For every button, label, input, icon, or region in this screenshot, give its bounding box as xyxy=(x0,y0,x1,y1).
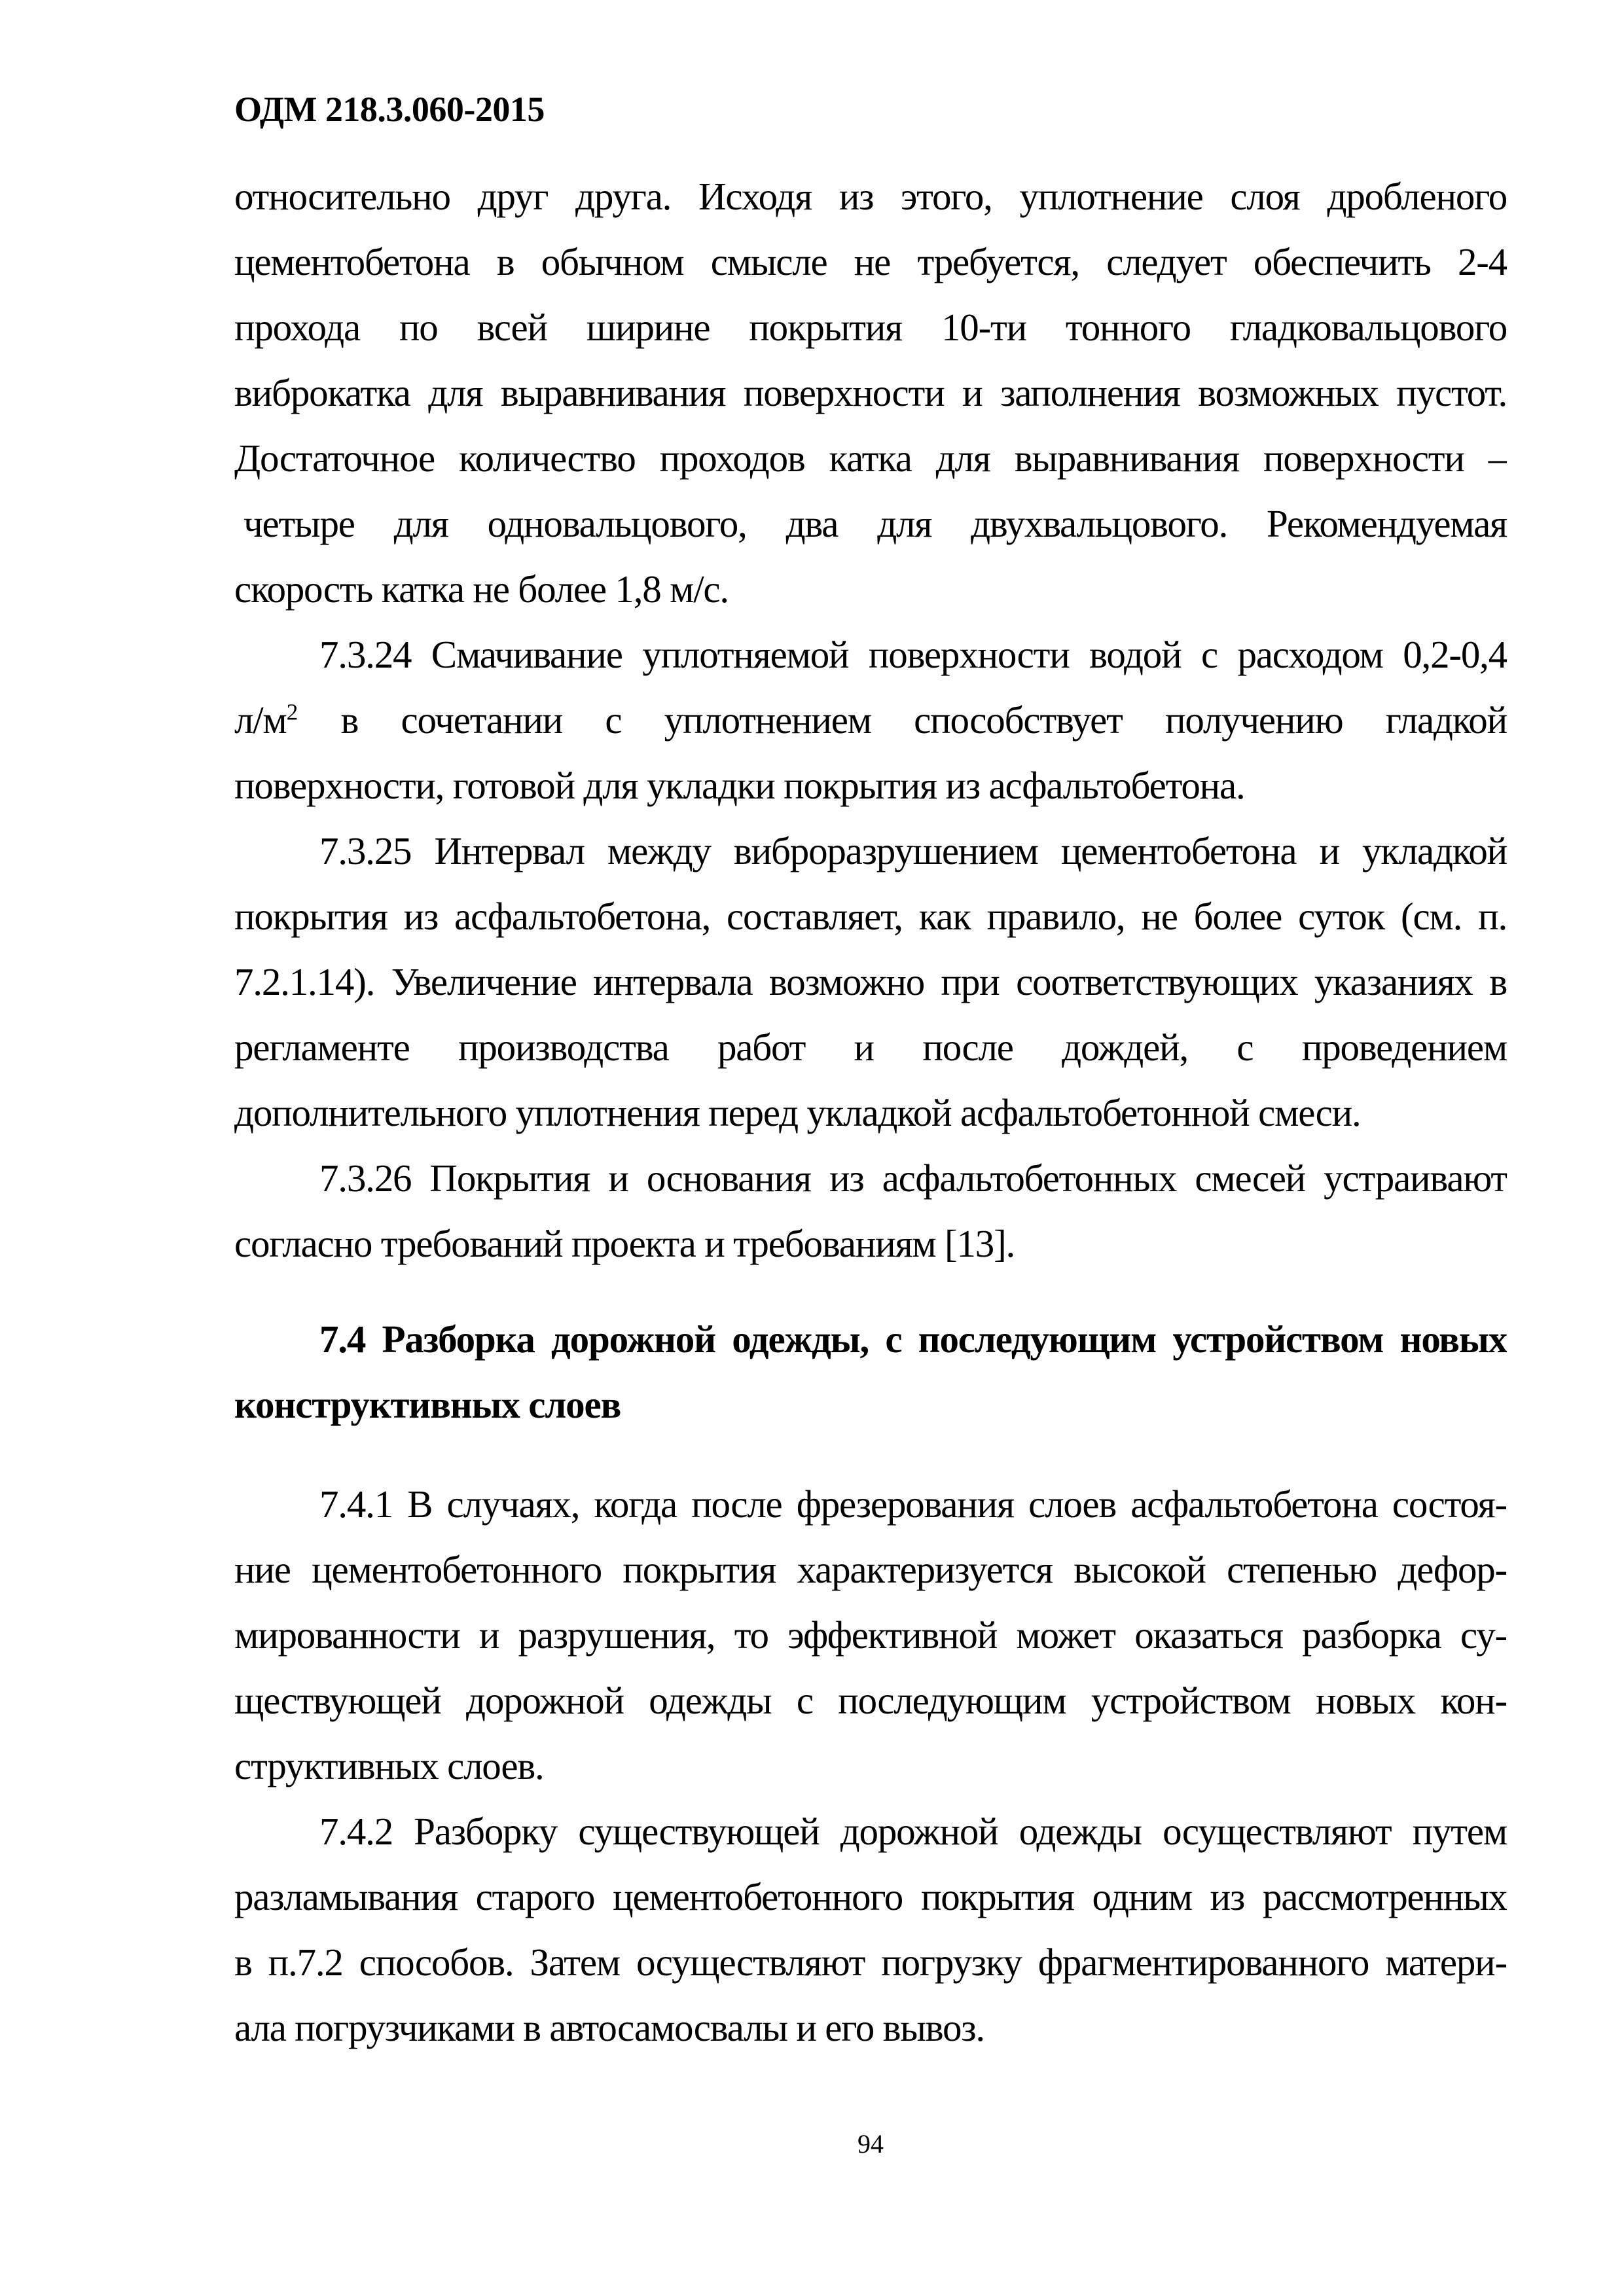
heading-line: конструктивных слоев xyxy=(234,1383,621,1426)
section-heading-7-4 xyxy=(234,1306,1507,1437)
paragraph-7-3-24 xyxy=(234,622,1507,818)
document-body xyxy=(234,164,1507,2060)
text-line: поверхности, готовой для укладки покрытия из асфальтобетона. xyxy=(234,764,1245,807)
line-text: в сочетании с уплотнением способствует получению гладкой xyxy=(298,698,1507,742)
paragraph-7-3-26 xyxy=(234,1145,1507,1276)
text-line: структивных слоев. xyxy=(234,1744,544,1787)
text-line: покрытия из асфальтобетона, составляет, как правило, не более суток (см. п. xyxy=(234,895,1507,938)
paragraph-continuation xyxy=(234,164,1507,622)
superscript: 2 xyxy=(286,698,298,725)
text-line: согласно требований проекта и требованиям [13]. xyxy=(234,1222,1015,1265)
heading-line: 7.4 Разборка дорожной одежды, с последующим устройством новых xyxy=(319,1318,1507,1361)
text-line: ществующей дорожной одежды с последующим устройством новых кон- xyxy=(234,1679,1507,1722)
text-line: 7.3.25 Интервал между виброразрушением цементобетона и укладкой xyxy=(319,829,1507,872)
text-line: относительно друг друга. Исходя из этого, уплотнение слоя дробленого xyxy=(234,175,1507,218)
text-line: Достаточное количество проходов катка для выравнивания поверхности – xyxy=(234,437,1507,480)
text-line: 7.2.1.14). Увеличение интервала возможно при соответствующих указаниях в xyxy=(234,960,1507,1003)
text-line: 7.4.2 Разборку существующей дорожной одежды осуществляют путем xyxy=(319,1810,1507,1853)
text-line xyxy=(234,687,1507,753)
document-code: ОДМ 218.3.060-2015 xyxy=(234,90,545,129)
text-line: скорость катка не более 1,8 м/с. xyxy=(234,567,729,611)
text-line: дополнительного уплотнения перед укладкой асфальтобетонной смеси. xyxy=(234,1091,1361,1134)
paragraph-7-4-2 xyxy=(234,1799,1507,2060)
text-line: прохода по всей ширине покрытия 10-ти тонного гладковальцового xyxy=(234,306,1507,349)
text-line: ала погрузчиками в автосамосвалы и его вывоз. xyxy=(234,2006,984,2049)
text-line: цементобетона в обычном смысле не требуется, следует обеспечить 2-4 xyxy=(234,240,1507,283)
paragraph-7-3-25 xyxy=(234,818,1507,1145)
page-number: 94 xyxy=(857,2129,884,2159)
text-line: четыре для одновальцового, два для двухвальцового. Рекомендуемая xyxy=(244,502,1507,545)
text-line: виброкатка для выравнивания поверхности и заполнения возможных пустот. xyxy=(234,371,1507,414)
text-line: 7.3.24 Смачивание уплотняемой поверхности водой с расходом 0,2-0,4 xyxy=(319,633,1507,676)
text-line: ние цементобетонного покрытия характеризуется высокой степенью дефор- xyxy=(234,1548,1507,1591)
unit-text: л/м xyxy=(234,698,287,742)
text-line: 7.3.26 Покрытия и основания из асфальтобетонных смесей устраивают xyxy=(319,1157,1507,1200)
paragraph-7-4-1 xyxy=(234,1471,1507,1799)
text-line: регламенте производства работ и после дождей, с проведением xyxy=(234,1026,1507,1069)
text-line: 7.4.1 В случаях, когда после фрезерования слоев асфальтобетона состоя- xyxy=(319,1482,1507,1526)
text-line: в п.7.2 способов. Затем осуществляют погрузку фрагментированного матери- xyxy=(234,1941,1507,1984)
text-line: разламывания старого цементобетонного покрытия одним из рассмотренных xyxy=(234,1875,1507,1918)
text-line: мированности и разрушения, то эффективной может оказаться разборка су- xyxy=(234,1613,1507,1657)
